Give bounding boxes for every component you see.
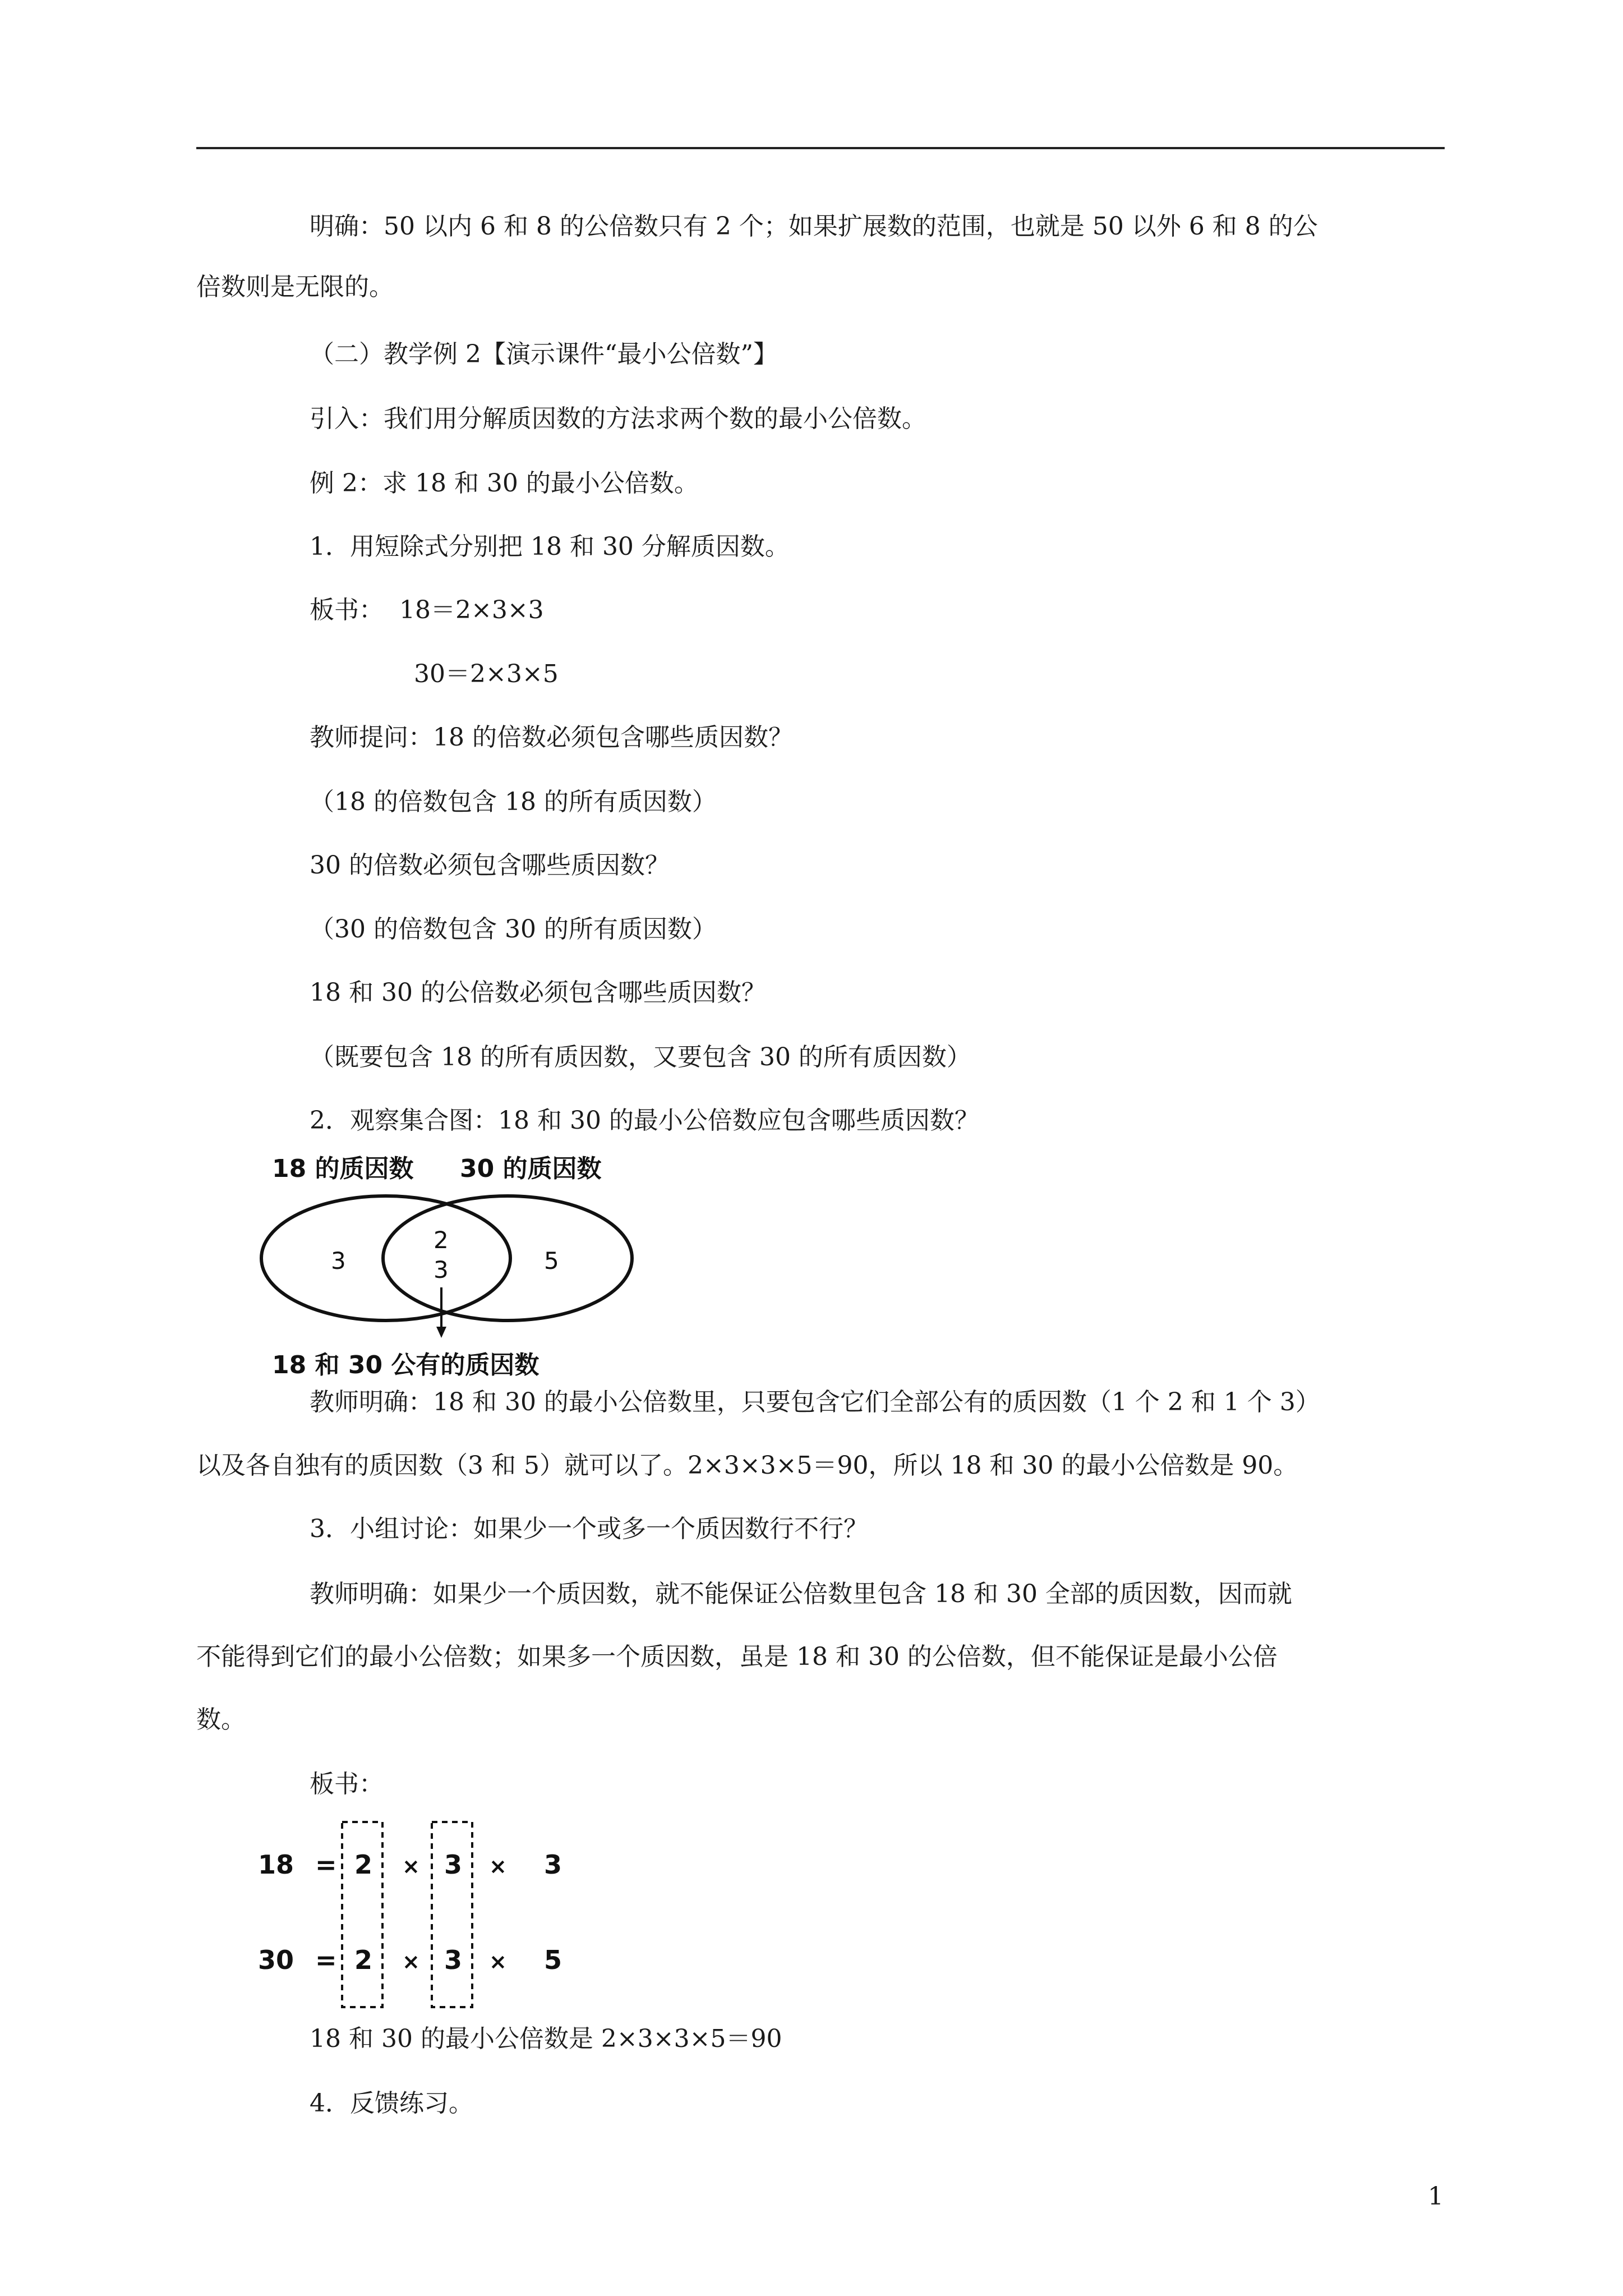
- board-factor: 5: [544, 1945, 562, 1975]
- board-equals: =: [315, 1945, 337, 1975]
- paragraph: 教师明确：如果少一个质因数，就不能保证公倍数里包含 18 和 30 全部的质因数，因而就: [310, 1580, 1292, 1608]
- board-factor-diagram: [247, 1812, 583, 2019]
- board-times: ×: [489, 1854, 507, 1879]
- example-title: 例 2：求 18 和 30 的最小公倍数。: [310, 469, 699, 498]
- board-number: 18: [258, 1849, 294, 1880]
- board-times: ×: [402, 1854, 420, 1879]
- answer: （既要包含 18 的所有质因数，又要包含 30 的所有质因数）: [310, 1043, 971, 1071]
- venn-circle-left: [261, 1196, 510, 1320]
- step: 2．观察集合图：18 和 30 的最小公倍数应包含哪些质因数？: [310, 1106, 979, 1135]
- page-number: 1: [1428, 2182, 1444, 2211]
- answer: （30 的倍数包含 30 的所有质因数）: [310, 915, 717, 944]
- paragraph: 以及各自独有的质因数（3 和 5）就可以了。2×3×3×5＝90，所以 18 和 30 的最小公倍数是 90。: [196, 1451, 1298, 1480]
- header-rule: [196, 147, 1445, 149]
- paragraph: 明确：50 以内 6 和 8 的公倍数只有 2 个；如果扩展数的范围，也就是 50 以外 6 和 8 的公: [310, 212, 1318, 241]
- board-factor: 2: [354, 1945, 373, 1975]
- paragraph: 数。: [196, 1705, 246, 1734]
- paragraph: 倍数则是无限的。: [196, 273, 394, 301]
- step: 3．小组讨论：如果少一个或多一个质因数行不行？: [310, 1515, 868, 1543]
- question: 教师提问：18 的倍数必须包含哪些质因数？: [310, 723, 793, 752]
- venn-arrowhead: [436, 1327, 446, 1338]
- paragraph: 引入：我们用分解质因数的方法求两个数的最小公倍数。: [310, 404, 926, 433]
- step: 4．反馈练习。: [310, 2089, 473, 2118]
- venn-left-only: 3: [331, 1247, 346, 1274]
- venn-label-left: 18 的质因数: [272, 1154, 414, 1183]
- result-line: 18 和 30 的最小公倍数是 2×3×3×5＝90: [310, 2024, 782, 2053]
- venn-caption: 18 和 30 公有的质因数: [272, 1351, 540, 1379]
- question: 30 的倍数必须包含哪些质因数？: [310, 851, 670, 880]
- board-number: 30: [258, 1945, 294, 1975]
- venn-circle-right: [383, 1196, 632, 1320]
- venn-common-value: 3: [434, 1256, 449, 1283]
- venn-diagram: [241, 1144, 634, 1386]
- section-heading: （二）教学例 2【演示课件“最小公倍数”】: [310, 340, 778, 369]
- board-line: 30＝2×3×5: [414, 660, 559, 688]
- paragraph: 不能得到它们的最小公倍数；如果多一个质因数，虽是 18 和 30 的公倍数，但不能保证是最小公倍: [196, 1642, 1278, 1671]
- board-label: 板书：: [310, 1770, 384, 1798]
- question: 18 和 30 的公倍数必须包含哪些质因数？: [310, 978, 766, 1007]
- answer: （18 的倍数包含 18 的所有质因数）: [310, 788, 717, 816]
- board-factor: 3: [444, 1945, 463, 1975]
- step: 1．用短除式分别把 18 和 30 分解质因数。: [310, 532, 790, 561]
- board-equals: =: [315, 1849, 337, 1880]
- venn-common-value: 2: [434, 1226, 449, 1254]
- board-factor: 2: [354, 1849, 373, 1880]
- board-factor: 3: [544, 1849, 562, 1880]
- paragraph: 教师明确：18 和 30 的最小公倍数里，只要包含它们全部公有的质因数（1 个 2 和 1 个 3）: [310, 1388, 1320, 1416]
- board-times: ×: [402, 1949, 420, 1974]
- venn-right-only: 5: [544, 1247, 559, 1274]
- board-line: 板书： 18＝2×3×3: [310, 596, 544, 624]
- venn-label-right: 30 的质因数: [460, 1154, 602, 1183]
- board-factor: 3: [444, 1849, 463, 1880]
- board-times: ×: [489, 1949, 507, 1974]
